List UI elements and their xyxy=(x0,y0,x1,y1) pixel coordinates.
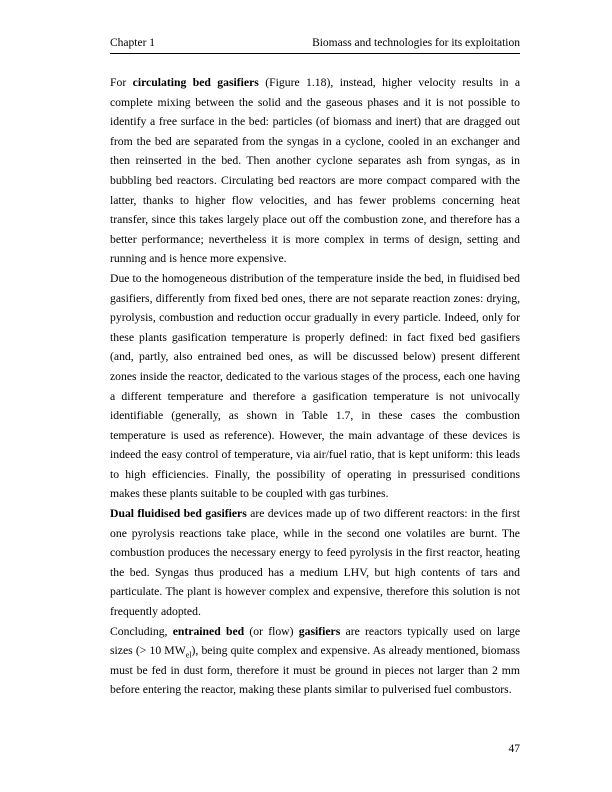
text-run: ), being quite complex and expensive. As already mentioned, biomass must be fed in dust form, therefore it must be ground in pieces not larger than 2 mm before entering the reactor, making these plants similar to pulverised fuel combustors. xyxy=(110,644,520,697)
page-body xyxy=(110,73,520,700)
page-number: 47 xyxy=(508,743,520,755)
bold-text-run: circulating bed gasifiers xyxy=(132,76,259,89)
text-run: el xyxy=(185,650,192,660)
bold-text-run: entrained bed xyxy=(172,624,245,638)
page-header xyxy=(110,37,520,50)
text-run: Concluding, xyxy=(110,624,173,638)
header-running-title: Biomass and technologies for its exploitation xyxy=(312,37,520,49)
paragraph xyxy=(110,73,520,269)
text-run: (Figure 1.18), instead, higher velocity results in a complete mixing between the solid and the gaseous phases and it is not possible to identify a free surface in the bed: particles (of biomass and inert) that are dragged out from the bed are separated from the syngas in a cyclone, cooled in an exchanger and then reinserted in the bed. Then another cyclone separates ash from syngas, as in bubbling bed reactors. Circulating bed reactors are more compact compared with the latter, thanks to higher flow velocities, and has fewer problems concerning heat transfer, since this takes largely place out off the combustion zone, and therefore has a better performance; nevertheless it is more complex in terms of design, setting and running and is hence more expensive. xyxy=(110,76,521,266)
text-run: (or flow) xyxy=(244,624,299,638)
bold-text-run: Dual fluidised bed gasifiers xyxy=(110,507,247,521)
header-chapter-label: Chapter 1 xyxy=(110,37,156,49)
paragraph xyxy=(110,504,520,622)
text-run: are devices made up of two different reactors: in the first one pyrolysis reactions take place, while in the second one volatiles are burnt. The combustion produces the necessary energy to feed pyrolysis in the first reactor, heating the bed. Syngas thus produced has a medium LHV, but high contents of tars and particulate. The plant is however complex and expensive, therefore this solution is not frequently adopted. xyxy=(110,507,520,619)
text-run: For xyxy=(110,76,133,89)
page-footer xyxy=(509,743,521,755)
header-rule xyxy=(110,53,520,54)
paragraph xyxy=(110,622,520,700)
text-run: Due to the homogeneous distribution of the temperature inside the bed, in fluidised bed gasifiers, differently from fixed bed ones, there are not separate reaction zones: drying, pyrolysis, combustion and reduction occur gradually in every particle. Indeed, only for these plants gasification temperature is properly defined: in fact fixed bed gasifiers (and, partly, also entrained bed ones, as will be discussed below) present different zones inside the reactor, dedicated to the various stages of the process, each one having a different temperature and therefore a gasification temperature is not univocally identifiable (generally, as shown in Table 1.7, in these cases the combustion temperature is used as reference). However, the main advantage of these devices is indeed the easy control of temperature, via air/fuel ratio, that is kept uniform: this leads to high efficiencies. Finally, the possibility of operating in pressurised conditions makes these plants suitable to be coupled with gas turbines. xyxy=(110,271,520,501)
bold-text-run: gasifiers xyxy=(298,624,341,638)
paragraph xyxy=(110,269,520,504)
text-run: are reactors typically used on large sizes (> 10 MW xyxy=(110,624,521,658)
